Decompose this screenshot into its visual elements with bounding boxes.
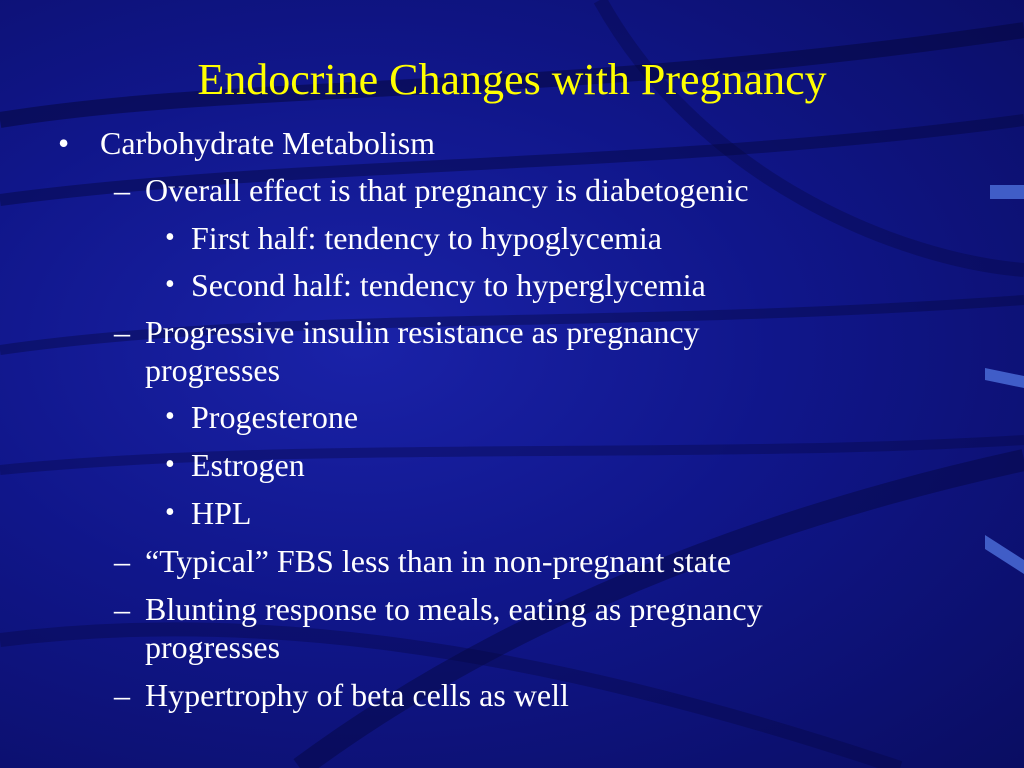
bullet-text: Progesterone [191, 399, 359, 435]
dash-marker: – [114, 591, 130, 627]
bullet-text: Progressive insulin resistance as pregnancy [145, 314, 700, 350]
bullet-text: HPL [191, 495, 252, 531]
bullet-marker: • [165, 401, 175, 432]
bullet-text: Estrogen [191, 447, 305, 483]
dash-marker: – [114, 677, 130, 713]
bullet-text: progresses [145, 629, 281, 665]
dash-marker: – [114, 314, 130, 350]
bullet-marker: • [165, 497, 175, 528]
bullet-marker: • [165, 269, 175, 300]
bullet-text: Overall effect is that pregnancy is diabetogenic [145, 172, 749, 208]
dash-marker: – [114, 172, 130, 208]
bullet-text: Hypertrophy of beta cells as well [145, 677, 569, 713]
bullet-text: Second half: tendency to hyperglycemia [191, 267, 706, 303]
bullet-marker: • [165, 449, 175, 480]
bullet-text: “Typical” FBS less than in non-pregnant state [145, 543, 732, 579]
bullet-text: progresses [145, 352, 281, 388]
bullet-text: Carbohydrate Metabolism [100, 125, 436, 161]
bullet-marker: • [165, 222, 175, 253]
slide-title: Endocrine Changes with Pregnancy [197, 55, 827, 104]
bullet-text: Blunting response to meals, eating as pregnancy [145, 591, 763, 627]
dash-marker: – [114, 543, 130, 579]
bullet-text: First half: tendency to hypoglycemia [191, 220, 662, 256]
bullet-marker: • [58, 125, 70, 161]
